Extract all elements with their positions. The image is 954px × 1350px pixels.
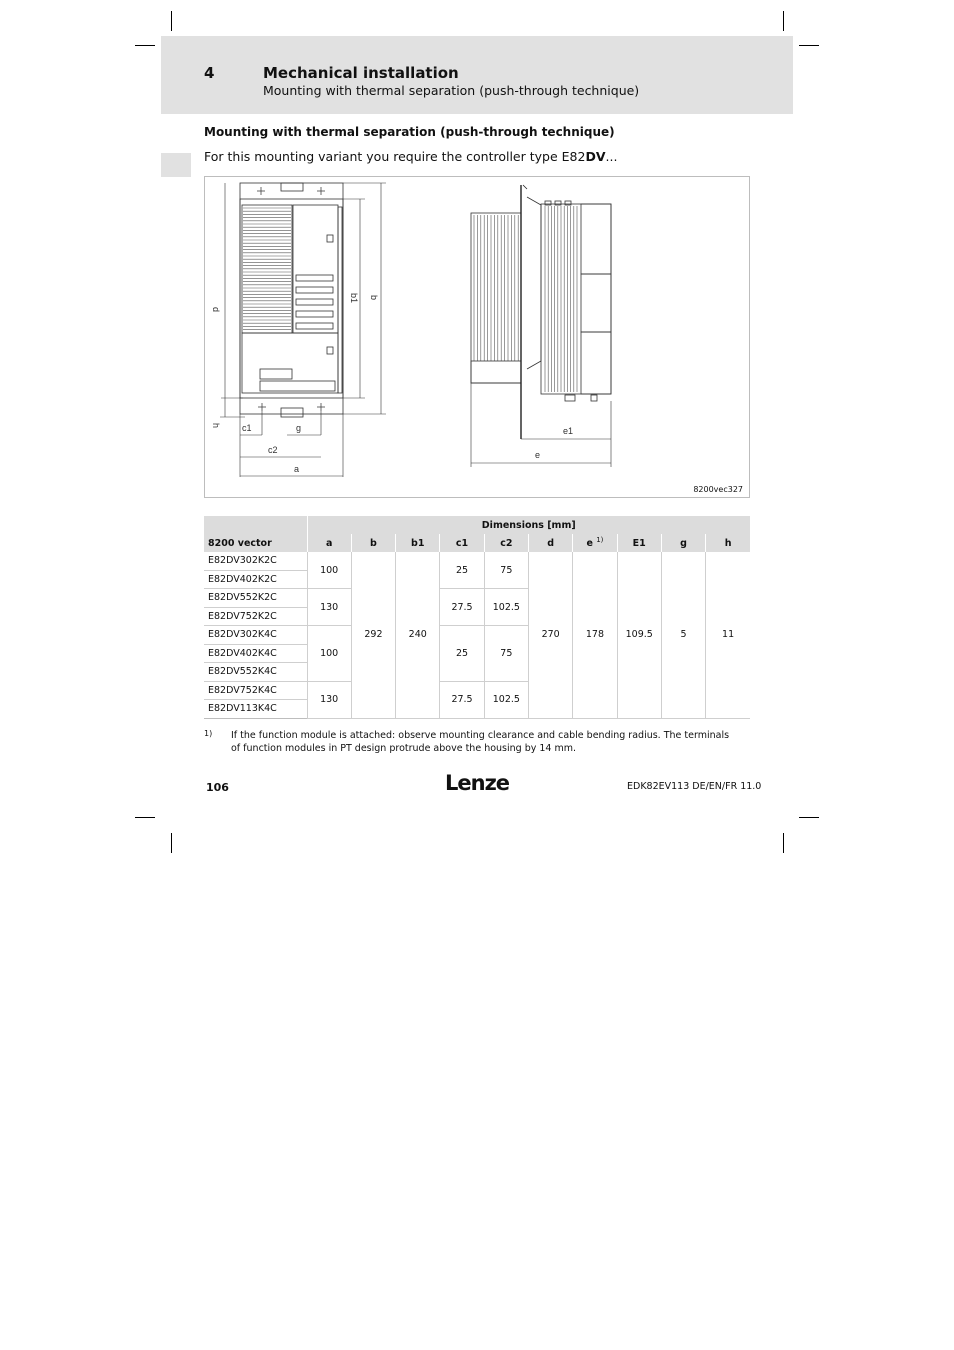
chapter-subtitle: Mounting with thermal separation (push-through technique) [263, 83, 640, 98]
chapter-title: Mechanical installation [263, 64, 459, 82]
cell-c2: 102.5 [484, 681, 528, 718]
document-code: EDK82EV113 DE/EN/FR 11.0 [627, 781, 762, 792]
model-cell: E82DV752K2C [204, 607, 307, 626]
col-header-E1: E1 [617, 534, 661, 552]
dimensions-table [204, 516, 750, 719]
label-b1: b1 [349, 293, 359, 304]
intro-bold: DV [585, 149, 606, 164]
cell-a: 100 [307, 552, 351, 589]
cell-a: 130 [307, 589, 351, 626]
model-cell: E82DV302K4C [204, 626, 307, 645]
intro-suffix: ... [605, 149, 618, 164]
label-a: a [294, 464, 300, 474]
intro-prefix: For this mounting variant you require the controller type E82 [204, 149, 586, 164]
cell-h: 11 [706, 552, 750, 718]
crop-mark [171, 833, 172, 853]
cell-c2: 75 [484, 626, 528, 682]
label-e1: e1 [563, 426, 574, 436]
cell-b: 292 [351, 552, 395, 718]
col-header-a: a [307, 534, 351, 552]
table-corner-cell [204, 516, 307, 534]
label-h: h [211, 423, 221, 429]
label-c1: c1 [242, 423, 252, 433]
front-view [211, 183, 386, 477]
dimension-drawing [204, 176, 750, 498]
chapter-header-band [161, 36, 793, 114]
cell-E1: 109.5 [617, 552, 661, 718]
cell-b1: 240 [396, 552, 440, 718]
cell-g: 5 [661, 552, 705, 718]
page-number: 106 [206, 781, 229, 794]
col-header-model: 8200 vector [204, 534, 307, 552]
col-header-b: b [351, 534, 395, 552]
col-header-b1: b1 [396, 534, 440, 552]
label-e: e [535, 450, 541, 460]
model-cell: E82DV552K4C [204, 663, 307, 682]
cell-c2: 102.5 [484, 589, 528, 626]
footnote-ref: 1) [596, 536, 604, 545]
label-d: d [211, 307, 221, 313]
col-header-c2: c2 [484, 534, 528, 552]
cell-e: 178 [573, 552, 617, 718]
crop-mark [799, 45, 819, 46]
cell-a: 130 [307, 681, 351, 718]
label-c2: c2 [268, 445, 278, 455]
dimensions-group-header: Dimensions [mm] [307, 516, 750, 534]
crop-mark [783, 833, 784, 853]
cell-a: 100 [307, 626, 351, 682]
model-cell: E82DV113K4C [204, 700, 307, 719]
model-cell: E82DV402K4C [204, 644, 307, 663]
col-header-d: d [528, 534, 572, 552]
col-header-e-text: e [586, 538, 593, 550]
table-row [204, 552, 750, 570]
label-b: b [369, 295, 379, 301]
cell-c2: 75 [484, 552, 528, 589]
cell-c1: 25 [440, 552, 484, 589]
cell-c1: 27.5 [440, 589, 484, 626]
side-tab-marker [161, 153, 191, 177]
cell-c1: 27.5 [440, 681, 484, 718]
model-cell: E82DV752K4C [204, 681, 307, 700]
section-title: Mounting with thermal separation (push-through technique) [204, 125, 615, 139]
model-cell: E82DV302K2C [204, 552, 307, 570]
side-view [471, 185, 611, 467]
model-cell: E82DV402K2C [204, 570, 307, 589]
crop-mark [783, 11, 784, 31]
figure-id: 8200vec327 [693, 485, 743, 494]
cell-d: 270 [528, 552, 572, 718]
col-header-c1: c1 [440, 534, 484, 552]
cell-c1: 25 [440, 626, 484, 682]
dimension-drawing-svg [205, 177, 751, 499]
footnote-mark: 1) [204, 729, 213, 738]
intro-text [204, 149, 617, 164]
lenze-logo: Lenze [445, 771, 510, 795]
crop-mark [135, 817, 155, 818]
label-g: g [296, 423, 302, 433]
crop-mark [135, 45, 155, 46]
model-cell: E82DV552K2C [204, 589, 307, 608]
crop-mark [799, 817, 819, 818]
footnote-text: If the function module is attached: observe mounting clearance and cable bending radius. The terminals of function modules in PT design protrude above the housing by 14 mm. [231, 730, 730, 754]
col-header-e [573, 534, 617, 552]
col-header-g: g [661, 534, 705, 552]
chapter-number: 4 [204, 64, 215, 82]
col-header-h: h [706, 534, 750, 552]
crop-mark [171, 11, 172, 31]
